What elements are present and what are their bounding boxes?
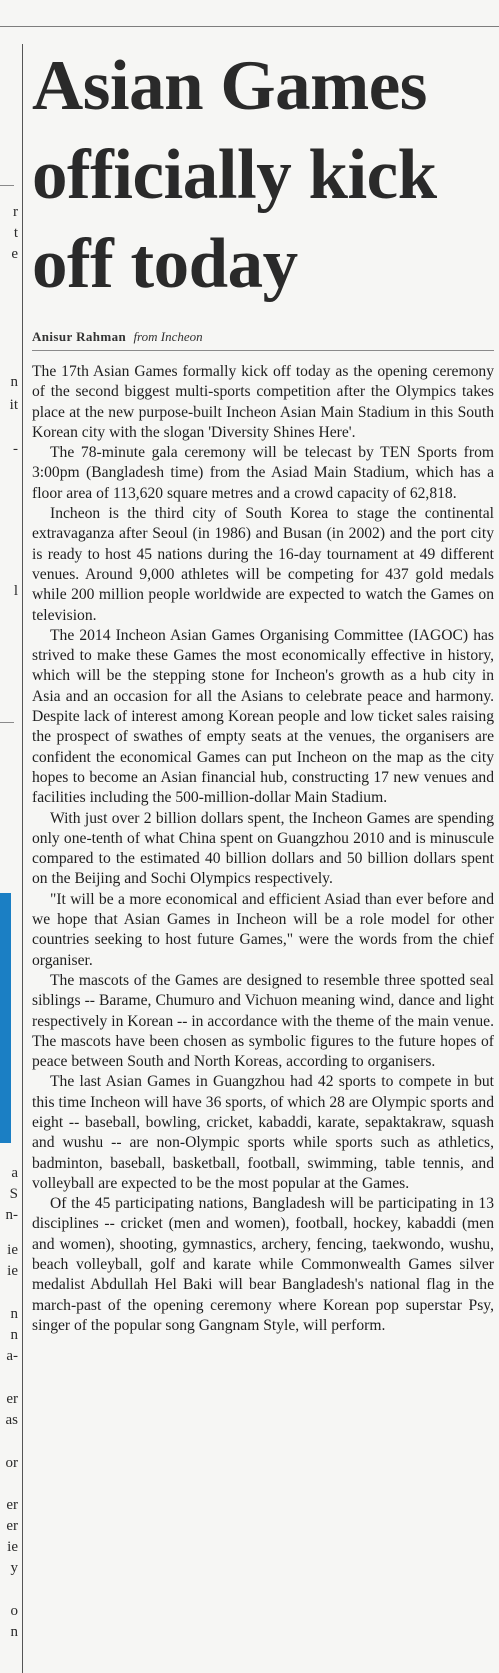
left-column-rule: [0, 185, 14, 186]
article-paragraph: The mascots of the Games are designed to resemble three spotted seal siblings -- Barame, Chumuro and Vichuon meaning wind, dance and light respectively in Korean -- in accordance with the theme of the main venue. The mascots have been chosen as symbolic figures to the future hopes of peace between South and North Koreas, according to organisers.: [32, 971, 494, 1071]
left-column-fragment: er: [6, 1391, 18, 1407]
left-column-fragment: r: [13, 204, 18, 220]
left-column-fragment: S: [9, 1186, 18, 1202]
article-paragraph: The last Asian Games in Guangzhou had 42 sports to compete in but this time Incheon will have 36 sports, of which 28 are Olympic sports and eight -- baseball, bowling, cricket, kabaddi, karate, sepaktakraw, squash and wushu -- are non-Olympic sports while sports such as athletics, badminton, baseball, basketball, football, swimming, table tennis, and volleyball are expected to be the most popular at the Games.: [32, 1073, 494, 1192]
article-paragraph: Of the 45 participating nations, Bangladesh will be participating in 13 disciplines -- cricket (men and women), football, hockey, kabaddi (men and women), shooting, gymnastics, archery, fencing, taekwondo, wushu, beach volleyball, golf and karate while Commonwealth Games silver medalist Abdullah Hel Baki will bear Bangladesh's national flag in the march-past of the opening ceremony where Korean pop superstar Psy, singer of the popular song Gangnam Style, will perform.: [32, 1195, 494, 1334]
article-paragraph: "It will be a more economical and efficient Asiad than ever before and we hope that Asian Games in Incheon will be a role model for other countries seeking to host future Games," were the words from the chief organiser.: [32, 890, 494, 969]
left-column-fragment: it: [9, 397, 18, 413]
byline-author: Anisur Rahman: [32, 329, 127, 344]
clipped-top-text: [60, 0, 260, 4]
left-column-fragment: er: [6, 1497, 18, 1513]
left-column-fragment: n: [10, 374, 18, 390]
left-column-fragment: y: [10, 1560, 18, 1576]
left-column-fragment: n: [10, 1306, 18, 1322]
article-body: [32, 362, 494, 1336]
left-column-fragment: n: [10, 1327, 18, 1343]
left-column-fragment: ie: [7, 1263, 18, 1279]
byline-divider: [32, 350, 494, 351]
left-column-fragment: as: [5, 1412, 18, 1428]
left-column-fragment: n: [10, 1624, 18, 1640]
left-column-fragment: n-: [5, 1207, 18, 1223]
left-column-fragment: l: [13, 583, 18, 599]
adjacent-blue-panel: [0, 893, 11, 1143]
left-column-fragment: a: [11, 1165, 18, 1181]
article-paragraph: Incheon is the third city of South Korea to stage the continental extravaganza after Seoul (in 1986) and Busan (in 2002) and the port city is ready to host 45 nations during the 16-day tournament at 49 different venues. Around 9,000 athletes will be competing for 437 gold medals while 200 million people worldwide are expected to watch the Games on television.: [32, 505, 494, 624]
left-column-fragment: or: [5, 1455, 18, 1471]
article-paragraph: The 17th Asian Games formally kick off today as the opening ceremony of the second biggest multi-sports competition after the Olympics takes place at the new purpose-built Incheon Asian Main Stadium in this South Korean city with the slogan 'Diversity Shines Here'.: [32, 363, 494, 441]
left-column-fragment: er: [6, 1518, 18, 1534]
left-column-fragment: a-: [6, 1348, 18, 1364]
left-column-fragment: -: [13, 441, 18, 457]
left-column-fragment: ie: [7, 1242, 18, 1258]
article-paragraph: The 78-minute gala ceremony will be telecast by TEN Sports from 3:00pm (Bangladesh time) from the Asiad Main Stadium, which has a floor area of 113,620 square metres and a crowd capacity of 62,818.: [32, 444, 494, 502]
left-column-rule: [0, 722, 14, 723]
column-divider: [22, 44, 23, 1673]
article-paragraph: The 2014 Incheon Asian Games Organising Committee (IAGOC) has strived to make these Games the most economically effective in history, which will be the stepping stone for Incheon's growth as a hub city in Asia and an occasion for all the Asians to celebrate peace and harmony. Despite lack of interest among Korean people and low ticket sales raising the prospect of swathes of empty seats at the venues, the organisers are confident the economical Games can put Incheon on the map as the city hopes to become an Asian financial hub, constructing 17 new venues and facilities including the 500-million-dollar Main Stadium.: [32, 626, 494, 807]
left-column-fragment: o: [10, 1603, 18, 1619]
byline-location: from Incheon: [133, 329, 203, 344]
left-column-fragment: ie: [7, 1539, 18, 1555]
top-divider: [0, 26, 499, 27]
article-paragraph: With just over 2 billion dollars spent, the Incheon Games are spending only one-tenth of what China spent on Guangzhou 2010 and is minuscule compared to the estimated 40 billion dollars and 50 billion dollars spent on the Beijing and Sochi Olympics respectively.: [32, 809, 494, 888]
byline: [32, 329, 203, 345]
article-headline: Asian Games officially kick off today: [32, 47, 437, 303]
left-column-fragment: e: [11, 246, 18, 262]
left-column-fragment: t: [13, 225, 18, 241]
